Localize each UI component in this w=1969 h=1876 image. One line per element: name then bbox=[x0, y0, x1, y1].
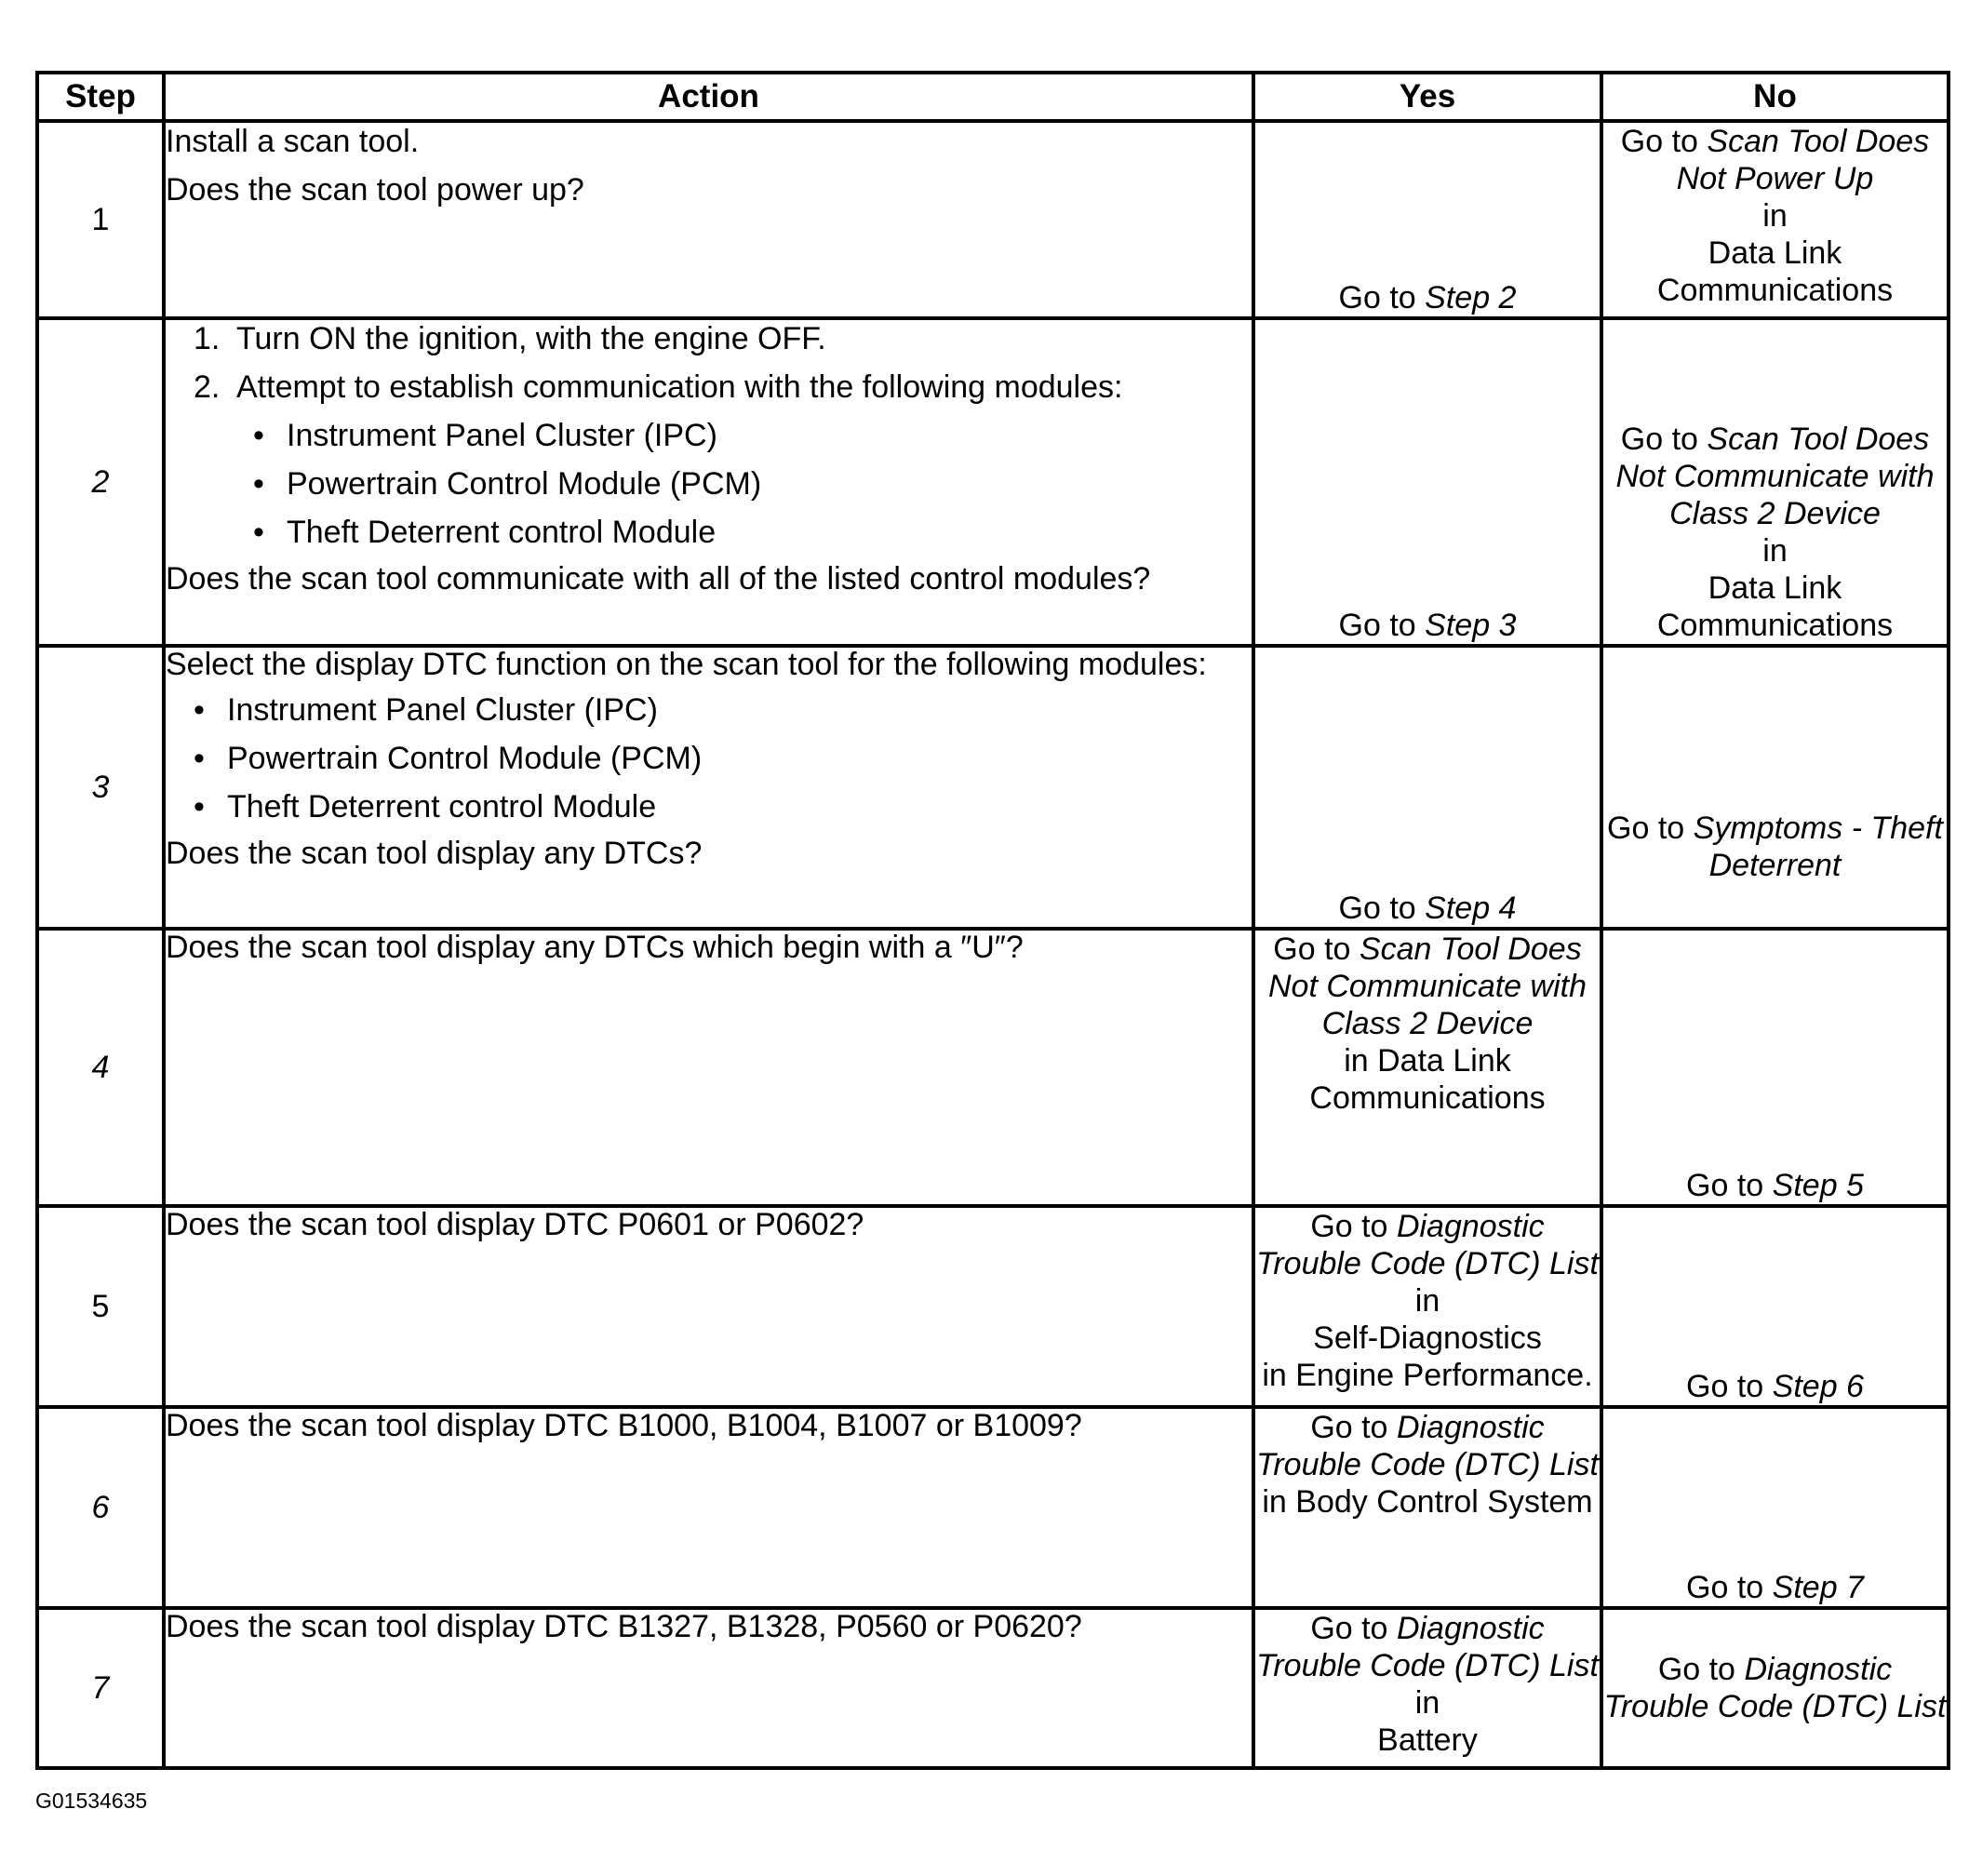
figure-id: G01534635 bbox=[35, 1789, 148, 1813]
no-link[interactable]: Scan Tool Does Not Communicate with Class 2 Device bbox=[1615, 422, 1935, 531]
yes-cell bbox=[1253, 1206, 1601, 1407]
goto-label: Go to bbox=[1686, 1369, 1764, 1404]
table-row bbox=[37, 1206, 1949, 1407]
no-location: Data Link Communications bbox=[1656, 235, 1894, 308]
in-label: in bbox=[1414, 1685, 1440, 1721]
question-text: Does the scan tool display DTC B1327, B1328, P0560 or P0620? bbox=[166, 1609, 1082, 1644]
question-text: Does the scan tool power up? bbox=[166, 172, 584, 208]
goto-label: Go to bbox=[1686, 1570, 1764, 1605]
header-step: Step bbox=[37, 73, 164, 121]
yes-location-section: in Engine Performance. bbox=[1262, 1358, 1593, 1393]
no-link[interactable]: Step 7 bbox=[1772, 1570, 1864, 1605]
no-cell bbox=[1601, 646, 1949, 929]
in-label: in bbox=[1762, 533, 1788, 569]
in-label: in bbox=[1414, 1283, 1440, 1319]
in-label: in bbox=[1762, 198, 1788, 234]
module-item: • Instrument Panel Cluster (IPC) bbox=[253, 418, 717, 453]
no-link[interactable]: Diagnostic Trouble Code (DTC) List bbox=[1603, 1652, 1947, 1724]
yes-cell bbox=[1253, 1407, 1601, 1608]
goto-label: Go to bbox=[1273, 931, 1351, 967]
table-row bbox=[37, 1407, 1949, 1608]
step-number: 5 bbox=[37, 1206, 164, 1407]
action-text: Select the display DTC function on the scan tool for the following modules: bbox=[166, 647, 1207, 682]
no-cell bbox=[1601, 1407, 1949, 1608]
yes-link[interactable]: Step 3 bbox=[1425, 608, 1517, 643]
goto-label: Go to bbox=[1657, 1652, 1735, 1687]
goto-label: Go to bbox=[1620, 422, 1698, 457]
goto-label: Go to bbox=[1310, 1410, 1388, 1445]
question-text: Does the scan tool display DTC P0601 or P0602? bbox=[166, 1207, 864, 1242]
question-text: Does the scan tool display any DTCs? bbox=[166, 836, 703, 871]
table-row bbox=[37, 1608, 1949, 1768]
no-cell bbox=[1601, 318, 1949, 646]
yes-location: Battery bbox=[1377, 1722, 1478, 1758]
yes-cell bbox=[1253, 929, 1601, 1206]
goto-label: Go to bbox=[1310, 1209, 1388, 1244]
yes-location: in Data Link Communications bbox=[1309, 1043, 1546, 1116]
yes-link[interactable]: Scan Tool Does Not Communicate with Class 2 Device bbox=[1267, 931, 1587, 1041]
goto-label: Go to bbox=[1686, 1168, 1764, 1203]
no-link[interactable]: Scan Tool Does Not Power Up bbox=[1676, 124, 1930, 196]
yes-link[interactable]: Diagnostic Trouble Code (DTC) List bbox=[1256, 1410, 1599, 1482]
goto-label: Go to bbox=[1310, 1611, 1388, 1646]
yes-link[interactable]: Step 4 bbox=[1425, 891, 1517, 926]
action-cell bbox=[164, 929, 1253, 1206]
action-cell bbox=[164, 1206, 1253, 1407]
yes-location: Self-Diagnostics bbox=[1313, 1320, 1542, 1356]
table-row bbox=[37, 121, 1949, 318]
action-cell bbox=[164, 1407, 1253, 1608]
no-cell bbox=[1601, 929, 1949, 1206]
goto-label: Go to bbox=[1338, 891, 1416, 926]
yes-cell bbox=[1253, 121, 1601, 318]
module-item: • Powertrain Control Module (PCM) bbox=[194, 741, 703, 776]
yes-link[interactable]: Step 2 bbox=[1425, 280, 1517, 315]
header-row bbox=[37, 73, 1949, 121]
action-cell bbox=[164, 318, 1253, 646]
step-number: 6 bbox=[37, 1407, 164, 1608]
yes-link[interactable]: Diagnostic Trouble Code (DTC) List bbox=[1256, 1611, 1599, 1683]
question-text: Does the scan tool communicate with all of the listed control modules? bbox=[166, 561, 1151, 596]
action-cell bbox=[164, 1608, 1253, 1768]
action-cell bbox=[164, 121, 1253, 318]
question-text: Does the scan tool display any DTCs which begin with a ″U″? bbox=[166, 930, 1024, 965]
yes-cell bbox=[1253, 646, 1601, 929]
action-cell bbox=[164, 646, 1253, 929]
no-cell bbox=[1601, 121, 1949, 318]
table-row bbox=[37, 646, 1949, 929]
no-location: Data Link Communications bbox=[1656, 570, 1894, 643]
no-link[interactable]: Symptoms - Theft Deterrent bbox=[1693, 811, 1943, 883]
step-number: 3 bbox=[37, 646, 164, 929]
step-number: 1 bbox=[37, 121, 164, 318]
no-cell bbox=[1601, 1206, 1949, 1407]
yes-location: in Body Control System bbox=[1262, 1484, 1593, 1520]
no-link[interactable]: Step 5 bbox=[1772, 1168, 1864, 1203]
yes-cell bbox=[1253, 1608, 1601, 1768]
diagnostic-table bbox=[35, 71, 1950, 1770]
goto-label: Go to bbox=[1607, 811, 1685, 846]
yes-cell bbox=[1253, 318, 1601, 646]
table-row bbox=[37, 929, 1949, 1206]
goto-label: Go to bbox=[1620, 124, 1698, 159]
header-no: No bbox=[1601, 73, 1949, 121]
goto-label: Go to bbox=[1338, 280, 1416, 315]
action-text: Install a scan tool. bbox=[166, 124, 420, 159]
module-item: • Theft Deterrent control Module bbox=[253, 515, 717, 550]
header-yes: Yes bbox=[1253, 73, 1601, 121]
module-item: • Instrument Panel Cluster (IPC) bbox=[194, 692, 658, 728]
list-item: 1. Turn ON the ignition, with the engine OFF. bbox=[194, 321, 826, 356]
module-item: • Theft Deterrent control Module bbox=[194, 789, 657, 824]
table-row bbox=[37, 318, 1949, 646]
question-text: Does the scan tool display DTC B1000, B1004, B1007 or B1009? bbox=[166, 1408, 1082, 1443]
module-item: • Powertrain Control Module (PCM) bbox=[253, 466, 762, 502]
yes-link[interactable]: Diagnostic Trouble Code (DTC) List bbox=[1256, 1209, 1599, 1281]
list-item: 2. Attempt to establish communication with the following modules: bbox=[194, 369, 1123, 405]
no-cell bbox=[1601, 1608, 1949, 1768]
step-number: 4 bbox=[37, 929, 164, 1206]
goto-label: Go to bbox=[1338, 608, 1416, 643]
step-number: 2 bbox=[37, 318, 164, 646]
no-link[interactable]: Step 6 bbox=[1772, 1369, 1864, 1404]
step-number: 7 bbox=[37, 1608, 164, 1768]
header-action: Action bbox=[164, 73, 1253, 121]
